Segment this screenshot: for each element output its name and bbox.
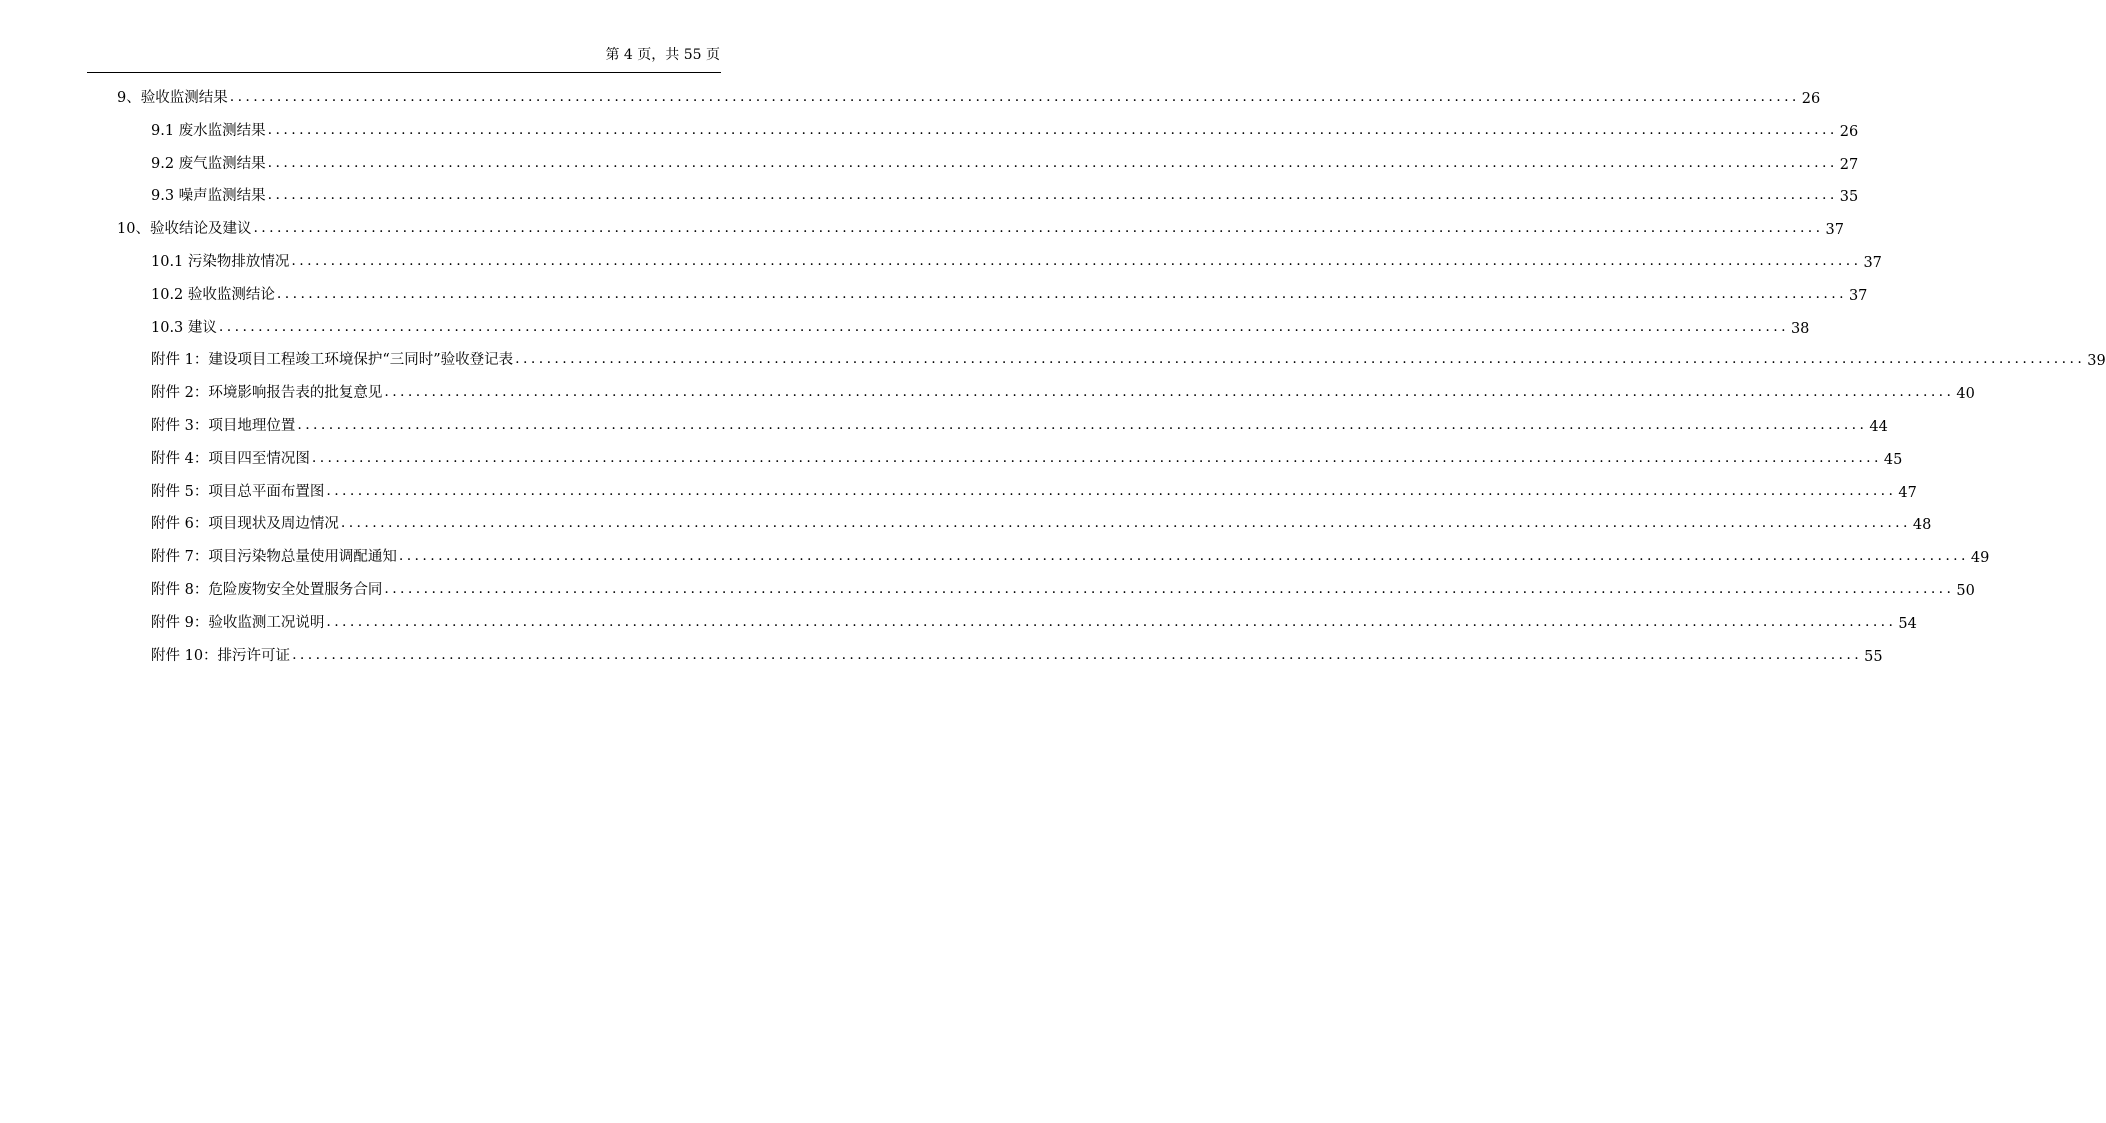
toc-entry[interactable] (151, 116, 1859, 140)
toc-entry-page-number: 26 (1801, 91, 1821, 107)
toc-dot-leader: ........................................................................................................................................................................................................ (340, 515, 1911, 532)
toc-dot-leader: ........................................................................................................................................................................................................ (326, 613, 1897, 630)
toc-entry-page-number: 45 (1883, 451, 1903, 468)
toc-dot-leader: ........................................................................................................................................................................................................ (267, 154, 1838, 171)
toc-entry-title: 附件 8：危险废物安全处置服务合同 (151, 582, 383, 598)
toc-entry[interactable] (151, 378, 1975, 403)
toc-dot-leader: ........................................................................................................................................................................................................ (384, 581, 1955, 597)
toc-entry[interactable] (151, 608, 1917, 632)
toc-entry-page-number: 35 (1839, 189, 1859, 206)
toc-entry-title: 附件 10：排污许可证 (151, 647, 291, 664)
toc-entry-page-number: 27 (1839, 156, 1859, 173)
toc-entry-title: 附件 1：建设项目工程竣工环境保护“三同时”验收登记表 (151, 352, 514, 369)
toc-entry[interactable] (151, 444, 1903, 468)
toc-entry-page-number: 26 (1839, 123, 1859, 140)
toc-entry-page-number: 54 (1898, 615, 1917, 632)
toc-entry[interactable] (117, 83, 1821, 107)
toc-entry-title: 附件 2：环境影响报告表的批复意见 (151, 385, 383, 402)
toc-dot-leader: ........................................................................................................................................................................................................ (398, 548, 1969, 565)
toc-entry[interactable] (151, 280, 1868, 304)
toc-entry-title: 附件 7：项目污染物总量使用调配通知 (151, 549, 397, 566)
toc-entry-title: 10.1 污染物排放情况 (151, 254, 290, 270)
toc-entry-title: 10.3 建议 (151, 319, 217, 336)
toc-dot-leader: ........................................................................................................................................................................................................ (297, 417, 1868, 433)
toc-entry-page-number: 39 (2087, 353, 2106, 370)
toc-entry-title: 附件 4：项目四至情况图 (151, 450, 310, 467)
toc-dot-leader: ........................................................................................................................................................................................................ (311, 449, 1882, 466)
toc-entry-page-number: 49 (1970, 550, 1990, 567)
toc-dot-leader: ........................................................................................................................................................................................................ (229, 89, 1800, 105)
toc-entry[interactable] (151, 575, 1975, 599)
toc-entry[interactable] (151, 542, 1990, 567)
toc-entry[interactable] (151, 247, 1882, 271)
header-divider (87, 72, 721, 73)
toc-entry-title: 9.1 废水监测结果 (151, 122, 266, 139)
toc-entry-page-number: 48 (1912, 517, 1932, 534)
toc-dot-leader: ........................................................................................................................................................................................................ (218, 318, 1789, 335)
toc-entry-title: 9、验收监测结果 (117, 90, 228, 106)
toc-entry-title: 10、验收结论及建议 (117, 221, 252, 238)
toc-dot-leader: ........................................................................................................................................................................................................ (515, 351, 2086, 368)
toc-entry-title: 9.3 噪声监测结果 (151, 188, 266, 205)
toc-entry-page-number: 44 (1869, 419, 1888, 435)
toc-entry-page-number: 37 (1825, 222, 1844, 239)
toc-entry-title: 附件 3：项目地理位置 (151, 418, 296, 434)
toc-entry[interactable] (151, 641, 1883, 665)
toc-dot-leader: ........................................................................................................................................................................................................ (291, 253, 1862, 269)
toc-entry-page-number: 47 (1898, 484, 1917, 501)
toc-dot-leader: ........................................................................................................................................................................................................ (326, 482, 1897, 499)
toc-entry-page-number: 37 (1848, 287, 1868, 304)
toc-entry-title: 附件 6：项目现状及周边情况 (151, 516, 339, 533)
toc-dot-leader: ........................................................................................................................................................................................................ (267, 187, 1838, 204)
toc-dot-leader: ........................................................................................................................................................................................................ (292, 646, 1863, 663)
toc-entry[interactable] (151, 345, 2106, 370)
toc-entry-page-number: 50 (1956, 583, 1975, 599)
toc-entry-page-number: 38 (1790, 320, 1810, 337)
toc-entry[interactable] (151, 509, 1932, 534)
toc-entry-page-number: 40 (1956, 386, 1975, 403)
toc-entry[interactable] (151, 313, 1810, 337)
toc-entry[interactable] (151, 411, 1888, 435)
toc-dot-leader: ........................................................................................................................................................................................................ (267, 121, 1838, 138)
toc-entry[interactable] (151, 181, 1859, 206)
toc-dot-leader: ........................................................................................................................................................................................................ (253, 220, 1824, 237)
toc-entry-page-number: 55 (1864, 648, 1883, 665)
toc-entry[interactable] (151, 149, 1859, 173)
toc-entry-title: 附件 9：验收监测工况说明 (151, 614, 325, 631)
toc-dot-leader: ........................................................................................................................................................................................................ (276, 285, 1847, 302)
page-header-info: 第 4 页，共 55 页 (605, 47, 720, 63)
toc-entry-title: 10.2 验收监测结论 (151, 286, 275, 303)
toc-entry-title: 9.2 废气监测结果 (151, 155, 266, 172)
toc-dot-leader: ........................................................................................................................................................................................................ (384, 384, 1955, 401)
toc-entry[interactable] (117, 214, 1844, 239)
toc-entry[interactable] (151, 477, 1917, 501)
toc-entry-page-number: 37 (1863, 255, 1882, 271)
toc-entry-title: 附件 5：项目总平面布置图 (151, 483, 325, 500)
